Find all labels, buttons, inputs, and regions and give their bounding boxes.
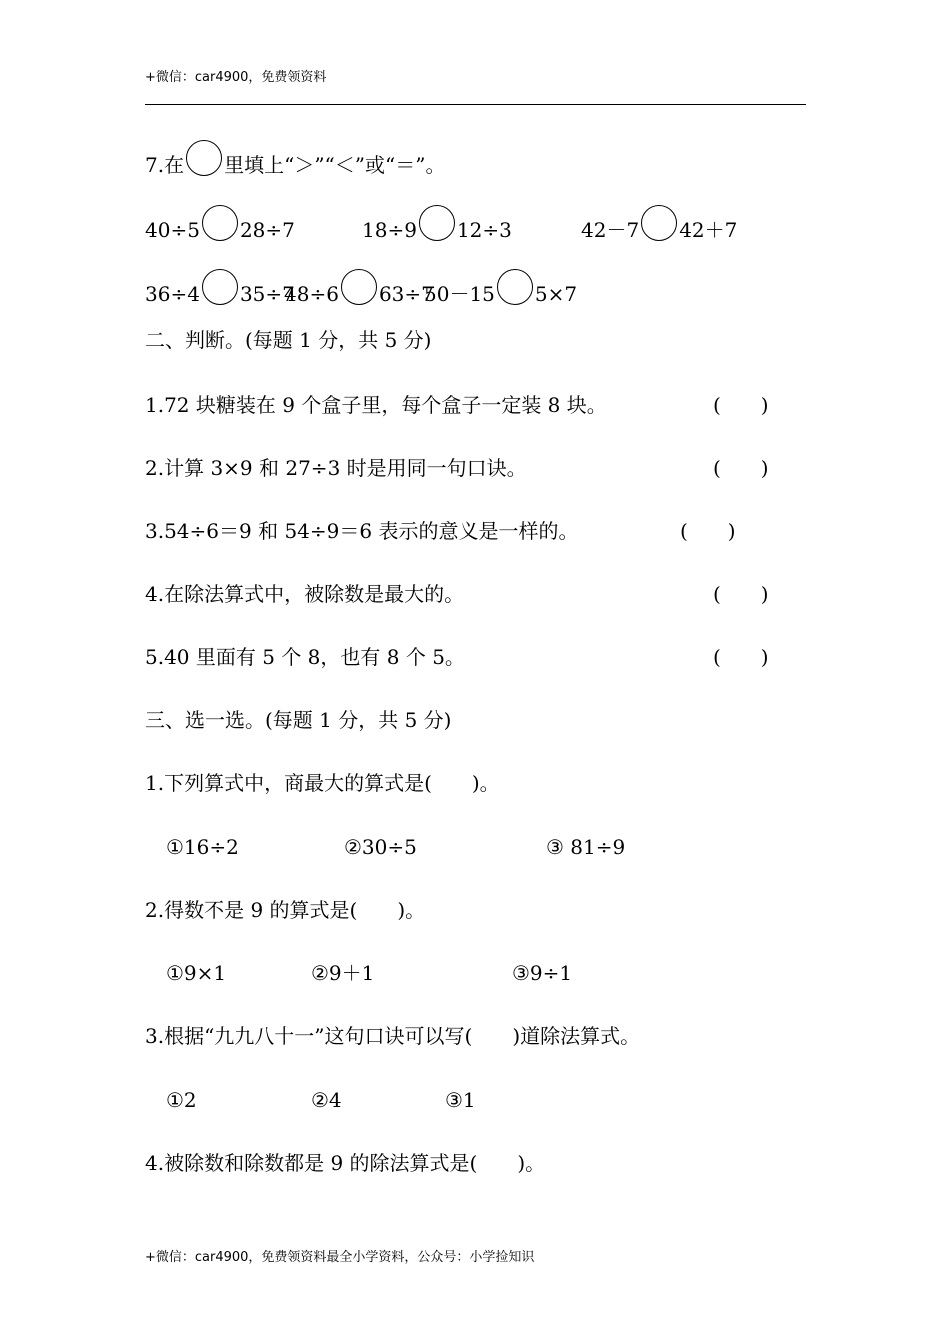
- judgement-item: 4.在除法算式中，被除数是最大的。: [145, 582, 465, 606]
- judgement-item: 2.计算 3×9 和 27÷3 时是用同一句口诀。: [145, 456, 527, 480]
- q7-title-post: 里填上“＞”“＜”或“＝”。: [224, 153, 446, 177]
- comparison-item: [145, 269, 295, 306]
- comparison-left: 48÷6: [284, 282, 339, 306]
- choice-question: 2.得数不是 9 的算式是( )。: [145, 898, 426, 922]
- judgement-item: 1.72 块糖装在 9 个盒子里，每个盒子一定装 8 块。: [145, 393, 607, 417]
- answer-blank[interactable]: ( ): [713, 393, 769, 417]
- choice-option[interactable]: ②30÷5: [344, 835, 417, 859]
- header-rule: [145, 104, 806, 105]
- comparison-left: 40÷5: [145, 218, 200, 242]
- answer-blank[interactable]: ( ): [680, 519, 736, 543]
- choice-option[interactable]: ①2: [166, 1088, 197, 1112]
- comparison-right: 12÷3: [456, 218, 512, 242]
- comparison-left: 50－15: [424, 282, 495, 306]
- section3-title: 三、选一选。(每题 1 分，共 5 分): [145, 708, 452, 732]
- comparison-left: 36÷4: [145, 282, 200, 306]
- compare-circle[interactable]: [202, 269, 238, 305]
- page-footer: +微信：car4900，免费领资料最全小学资料，公众号：小学捡知识: [145, 1250, 535, 1265]
- judgement-item: 5.40 里面有 5 个 8，也有 8 个 5。: [145, 645, 465, 669]
- compare-circle[interactable]: [341, 269, 377, 305]
- comparison-right: 28÷7: [239, 218, 295, 242]
- answer-blank[interactable]: ( ): [713, 645, 769, 669]
- comparison-item: [284, 269, 434, 306]
- choice-option[interactable]: ③ 81÷9: [546, 835, 626, 859]
- choice-option[interactable]: ②9＋1: [311, 961, 375, 985]
- choice-option[interactable]: ③1: [445, 1088, 476, 1112]
- comparison-right: 35÷7: [239, 282, 295, 306]
- compare-circle[interactable]: [497, 269, 533, 305]
- answer-blank[interactable]: ( ): [713, 456, 769, 480]
- comparison-item: [581, 205, 737, 242]
- choice-question: 3.根据“九九八十一”这句口诀可以写( )道除法算式。: [145, 1024, 641, 1048]
- choice-option[interactable]: ①9×1: [166, 961, 227, 985]
- comparison-item: [145, 205, 295, 242]
- q7-title-pre: 7.在: [145, 153, 185, 177]
- compare-circle[interactable]: [186, 140, 222, 176]
- q7-title: [145, 140, 445, 177]
- comparison-right: 42＋7: [679, 218, 738, 242]
- choice-option[interactable]: ②4: [311, 1088, 342, 1112]
- comparison-item: [362, 205, 512, 242]
- answer-blank[interactable]: ( ): [713, 582, 769, 606]
- compare-circle[interactable]: [641, 205, 677, 241]
- choice-option[interactable]: ③9÷1: [512, 961, 573, 985]
- page-header: +微信：car4900，免费领资料: [145, 70, 327, 85]
- comparison-left: 42－7: [581, 218, 640, 242]
- comparison-right: 5×7: [534, 282, 578, 306]
- judgement-item: 3.54÷6＝9 和 54÷9＝6 表示的意义是一样的。: [145, 519, 579, 543]
- choice-question: 1.下列算式中，商最大的算式是( )。: [145, 771, 500, 795]
- compare-circle[interactable]: [202, 205, 238, 241]
- compare-circle[interactable]: [419, 205, 455, 241]
- choice-question: 4.被除数和除数都是 9 的除法算式是( )。: [145, 1151, 546, 1175]
- choice-option[interactable]: ①16÷2: [166, 835, 239, 859]
- section2-title: 二、判断。(每题 1 分，共 5 分): [145, 328, 432, 352]
- comparison-right: 63÷7: [378, 282, 434, 306]
- comparison-left: 18÷9: [362, 218, 417, 242]
- comparison-item: [424, 269, 577, 306]
